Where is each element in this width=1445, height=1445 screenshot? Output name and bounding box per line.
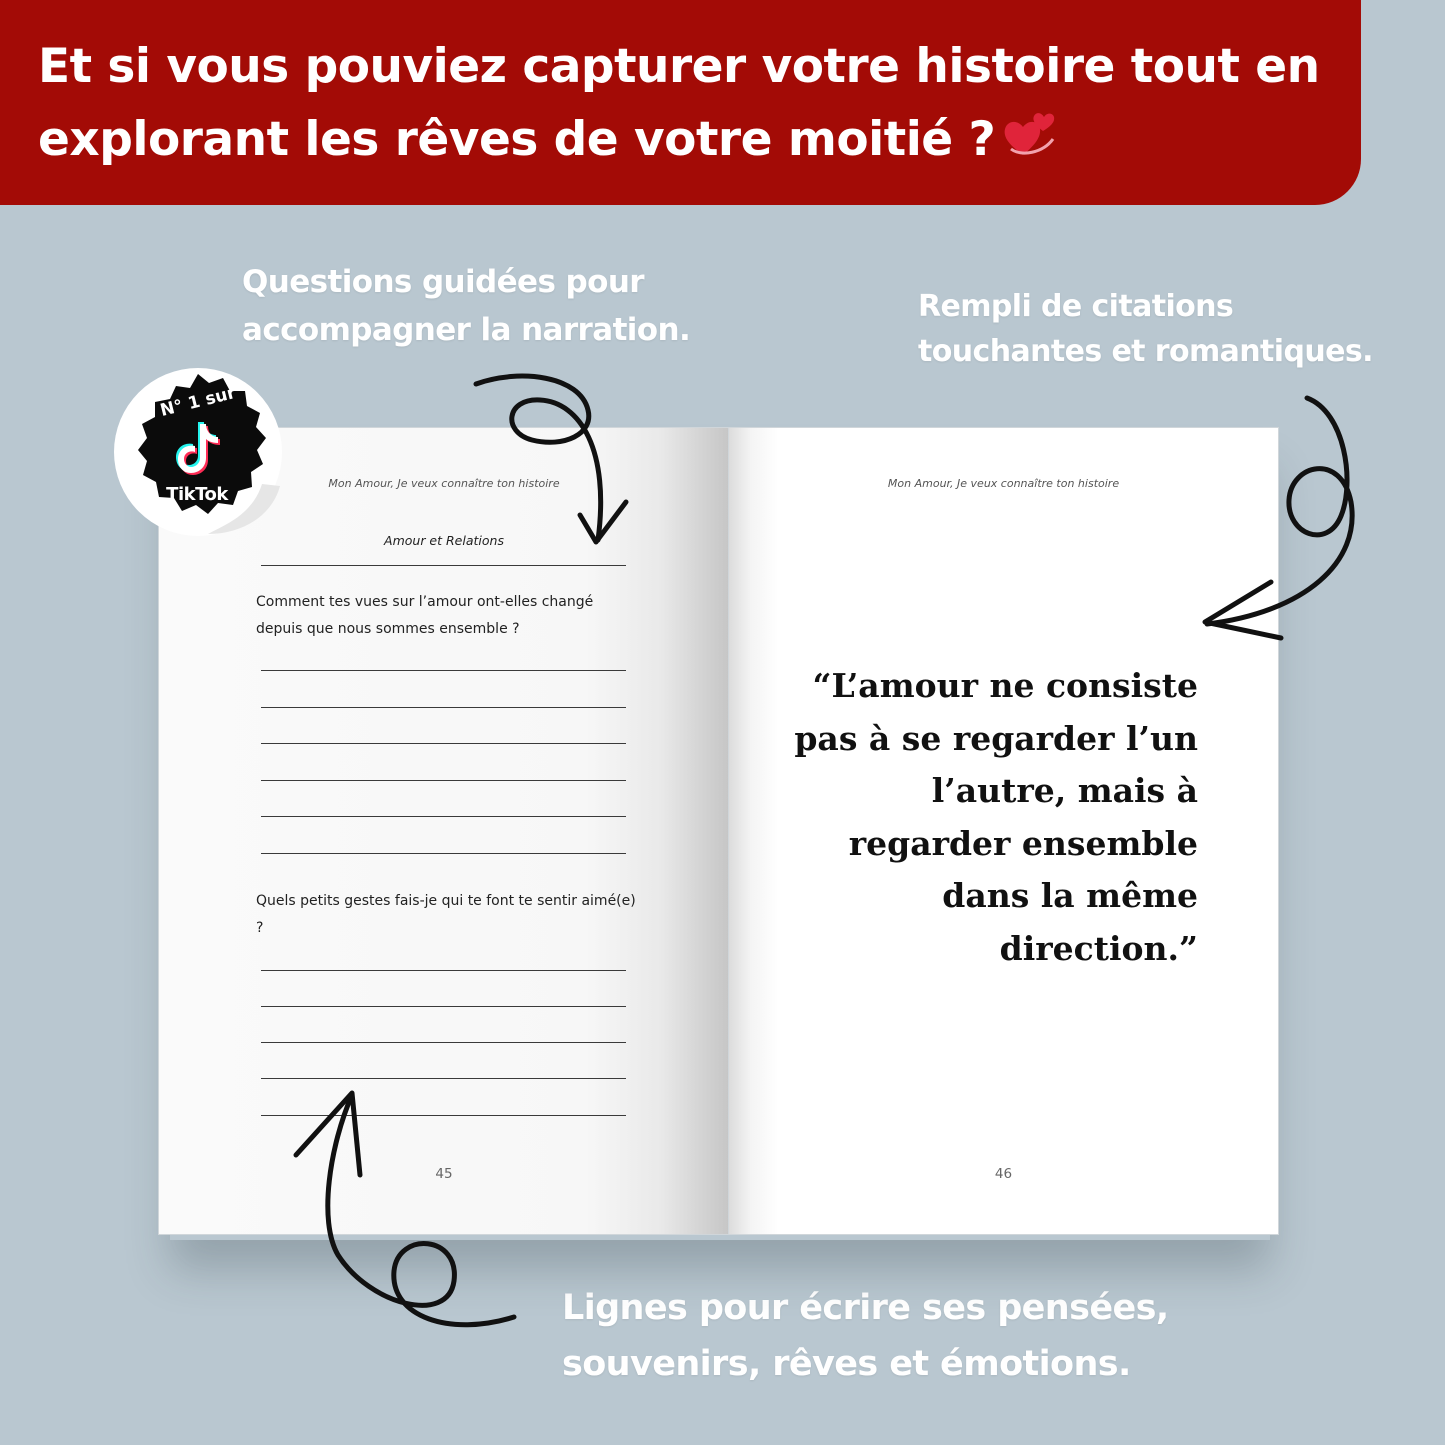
tiktok-logo-icon (176, 420, 222, 476)
writing-line (261, 743, 626, 744)
running-head-left: Mon Amour, Je veux connaître ton histoire (328, 477, 560, 490)
badge-title: N° 1 sur (158, 382, 238, 422)
question-1: Comment tes vues sur l’amour ont-elles changé depuis que nous sommes ensemble ? (256, 594, 594, 637)
romantic-quote: “L’amour ne consiste pas à se regarder l’un l’autre, mais à regarder ensemble dans la même direction.” (794, 666, 1198, 968)
loop-arrow-icon (470, 370, 640, 555)
writing-line (261, 565, 626, 566)
callout-guided-questions-text: Questions guidées pour accompagner la narration. (242, 264, 691, 348)
callout-quotes-text: Rempli de citations touchantes et romantiques. (918, 289, 1373, 369)
revolving-hearts-icon (1003, 109, 1059, 182)
writing-line (261, 707, 626, 708)
callout-quotes (918, 284, 1388, 374)
headline-text: Et si vous pouviez capturer votre histoire tout en explorant les rêves de votre moitié ? (38, 39, 1320, 167)
loop-arrow-icon (1195, 392, 1370, 647)
running-head-right: Mon Amour, Je veux connaître ton histoire (887, 477, 1120, 490)
callout-guided-questions (242, 258, 722, 354)
writing-line (261, 1078, 626, 1079)
headline (38, 30, 1348, 182)
callout-lines-text: Lignes pour écrire ses pensées, souvenirs, rêves et émotions. (562, 1288, 1169, 1384)
headline-banner (0, 0, 1361, 205)
page-number-left: 45 (435, 1166, 453, 1182)
writing-line (261, 853, 626, 854)
writing-line (261, 970, 626, 971)
writing-line (261, 816, 626, 817)
writing-line (261, 1042, 626, 1043)
badge-brand: TikTok (166, 484, 228, 505)
tiktok-badge (112, 366, 284, 538)
section-title: Amour et Relations (384, 533, 504, 548)
writing-line (261, 780, 626, 781)
loop-arrow-icon (290, 1085, 525, 1335)
question-2: Quels petits gestes fais-je qui te font te sentir aimé(e) ? (256, 893, 636, 936)
writing-line (261, 1006, 626, 1007)
callout-lines (562, 1280, 1202, 1392)
page-number-right: 46 (994, 1166, 1013, 1182)
writing-line (261, 670, 626, 671)
